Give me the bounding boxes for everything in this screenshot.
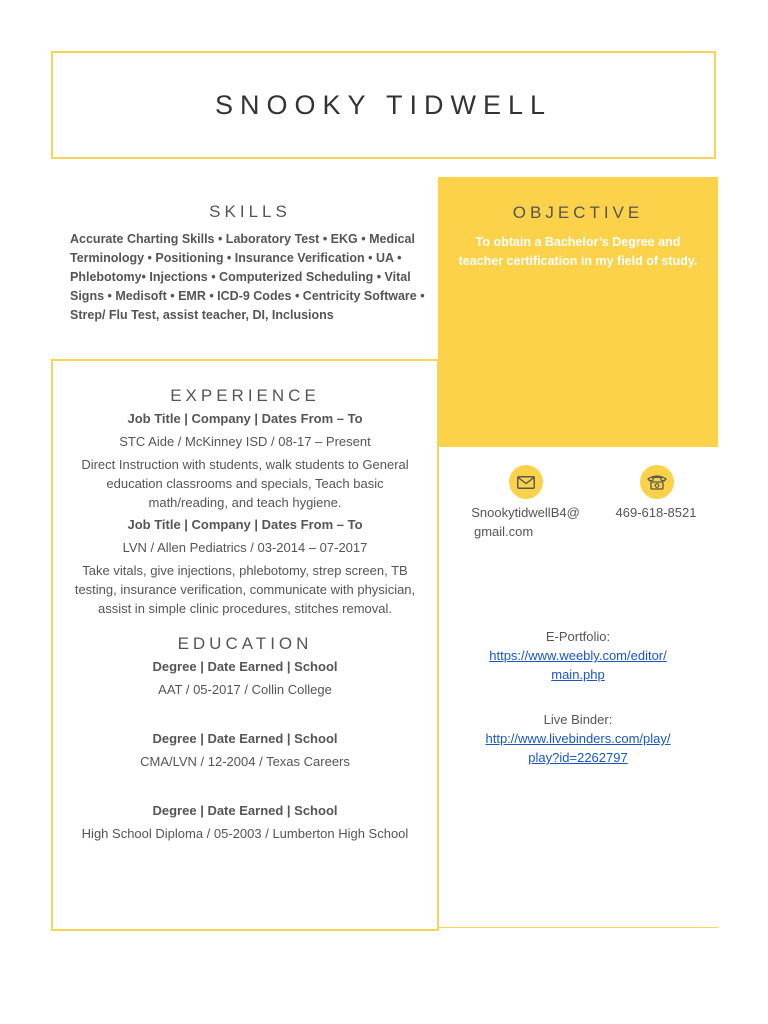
entry-header: Degree | Date Earned | School [152, 659, 338, 674]
entry-line: LVN / Allen Pediatrics / 03-2014 – 07-2017 [122, 540, 368, 555]
portfolio-block [438, 627, 718, 684]
entry-header: Job Title | Company | Dates From – To [127, 517, 363, 532]
binder-label: Live Binder: [543, 712, 613, 727]
phone-number[interactable]: 469-618-8521 [615, 505, 697, 520]
experience-education-box [51, 359, 439, 931]
entry-description: Take vitals, give injections, phlebotomy, strep screen, TB testing, insurance verification, communicate with physician, assist in simple clinic procedures, stitches removal. [74, 563, 416, 616]
email-address[interactable]: SnookytidwellB4@ gmail.com [471, 505, 580, 539]
entry-header: Degree | Date Earned | School [152, 731, 338, 746]
envelope-icon [509, 465, 543, 499]
experience-entry [69, 516, 421, 618]
portfolio-label: E-Portfolio: [545, 629, 611, 644]
contact-section [438, 447, 718, 928]
objective-text: To obtain a Bachelor’s Degree and teacher certification in my field of study. [458, 235, 698, 268]
education-entry [69, 730, 421, 771]
entry-line: AAT / 05-2017 / Collin College [158, 682, 332, 697]
education-entry [69, 658, 421, 699]
binder-link[interactable]: http://www.livebinders.com/play/ play?id=2262797 [485, 731, 671, 765]
entry-header: Job Title | Company | Dates From – To [127, 411, 363, 426]
entry-line: High School Diploma / 05-2003 / Lumberton High School [81, 826, 409, 841]
entry-line: STC Aide / McKinney ISD / 08-17 – Present [119, 434, 371, 449]
entry-header: Degree | Date Earned | School [152, 803, 338, 818]
education-title: EDUCATION [177, 634, 313, 653]
skills-title: SKILLS [209, 202, 291, 221]
telephone-icon [640, 465, 674, 499]
portfolio-link[interactable]: https://www.weebly.com/editor/ main.php [489, 648, 667, 682]
name-header [51, 51, 716, 159]
entry-line: CMA/LVN / 12-2004 / Texas Careers [140, 754, 350, 769]
entry-description: Direct Instruction with students, walk students to General education classrooms and specials, Teach basic math/reading, and teach hygiene. [81, 457, 409, 510]
objective-title: OBJECTIVE [512, 203, 644, 222]
candidate-name: SNOOKY TIDWELL [214, 89, 553, 120]
binder-block [438, 710, 718, 767]
skills-section [70, 202, 430, 325]
objective-section [438, 177, 718, 447]
education-entry [69, 802, 421, 843]
experience-entry [69, 410, 421, 512]
experience-title: EXPERIENCE [170, 386, 320, 405]
skills-text: Accurate Charting Skills • Laboratory Test • EKG • Medical Terminology • Positioning • Insurance Verification • UA • Phlebotomy• Injections • Computerized Scheduling • Vital Signs • Medisoft • EMR • ICD-9 Codes • Centricity Software • Strep/ Flu Test, assist teacher, DI, Inclusions [70, 232, 425, 322]
